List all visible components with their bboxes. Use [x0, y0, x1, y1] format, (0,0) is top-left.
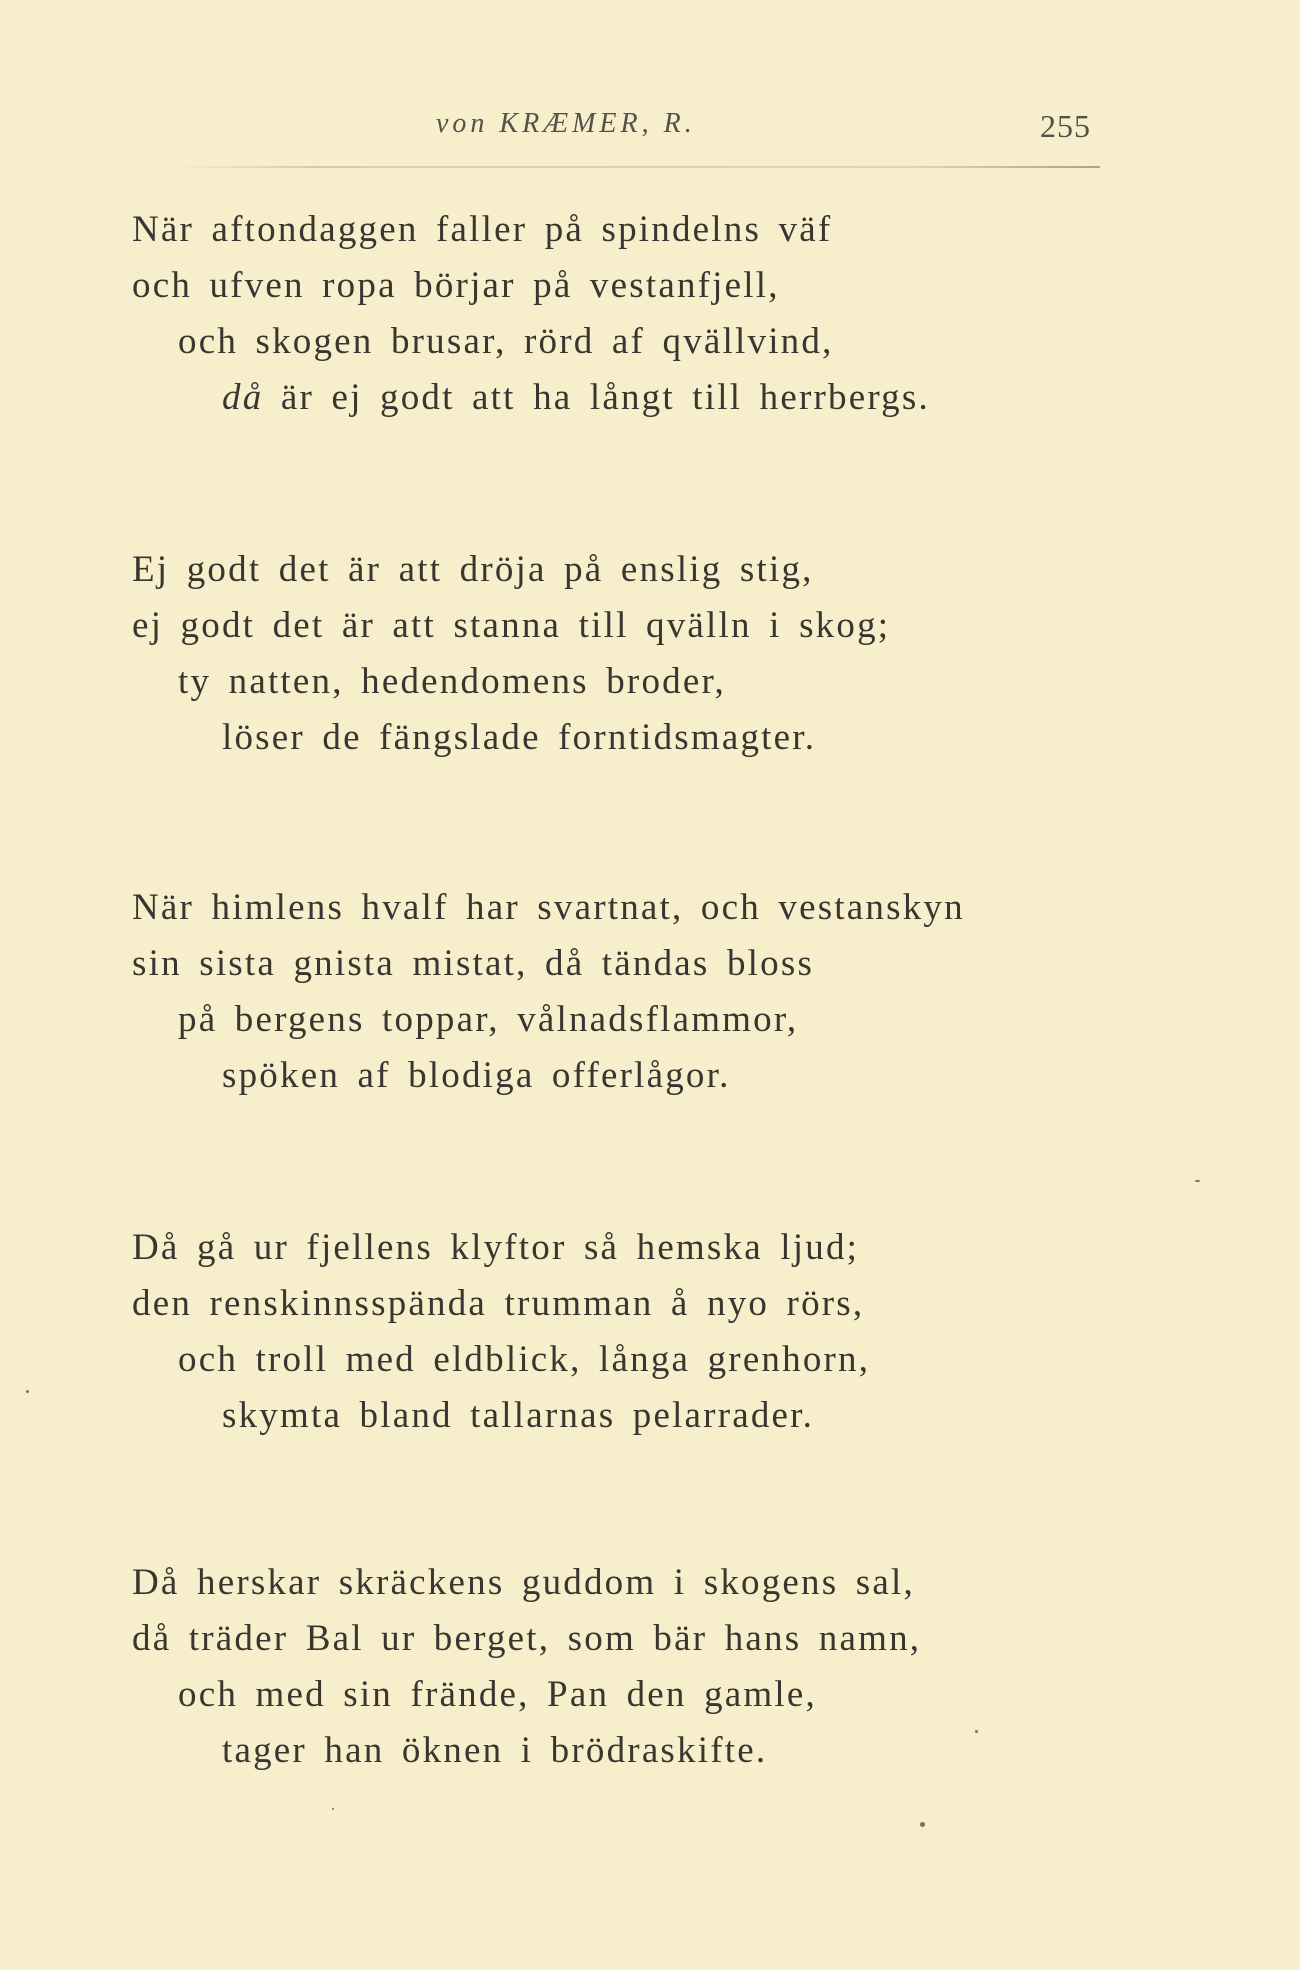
poem-line: den renskinnsspända trumman å nyo rörs, — [132, 1283, 865, 1324]
italic-word: då — [222, 377, 264, 418]
page-number: 255 — [1040, 108, 1091, 144]
poem-line: spöken af blodiga offerlågor. — [222, 1055, 731, 1096]
poem-line — [222, 378, 930, 418]
poem-line: Då gå ur fjellens klyftor så hemska ljud; — [132, 1227, 860, 1268]
poem-line: ej godt det är att stanna till qvälln i skog; — [132, 605, 891, 646]
poem-line: När himlens hvalf har svartnat, och vestanskyn — [132, 887, 965, 928]
poem-line: och troll med eldblick, långa grenhorn, — [178, 1339, 871, 1380]
poem-line: tager han öknen i brödraskifte. — [222, 1730, 768, 1771]
scan-speck — [975, 1730, 978, 1733]
poem-line: ty natten, hedendomens broder, — [178, 661, 726, 702]
poem-line: Då herskar skräckens guddom i skogens sal, — [132, 1562, 915, 1603]
scan-speck — [26, 1390, 29, 1393]
scan-speck — [920, 1822, 925, 1827]
poem-line: och med sin frände, Pan den gamle, — [178, 1674, 817, 1715]
poem-line: sin sista gnista mistat, då tändas bloss — [132, 943, 815, 984]
poem-line: När aftondaggen faller på spindelns väf — [132, 209, 833, 250]
line-rest: är ej godt att ha långt till herrbergs. — [263, 377, 930, 418]
poem-line: skymta bland tallarnas pelarrader. — [222, 1395, 815, 1436]
poem-line: Ej godt det är att dröja på enslig stig, — [132, 549, 814, 590]
scan-speck — [1195, 1180, 1200, 1182]
poem-line: och ufven ropa börjar på vestanfjell, — [132, 265, 780, 306]
header-rule — [170, 166, 1100, 168]
running-title: von KRÆMER, R. — [436, 108, 696, 139]
poem-line: då träder Bal ur berget, som bär hans namn, — [132, 1618, 922, 1659]
poem-line: och skogen brusar, rörd af qvällvind, — [178, 321, 834, 362]
scan-speck — [332, 1808, 334, 1810]
poem-line: löser de fängslade forntidsmagter. — [222, 717, 817, 758]
running-head — [0, 108, 1300, 148]
poem-line: på bergens toppar, vålnadsflammor, — [178, 999, 799, 1040]
